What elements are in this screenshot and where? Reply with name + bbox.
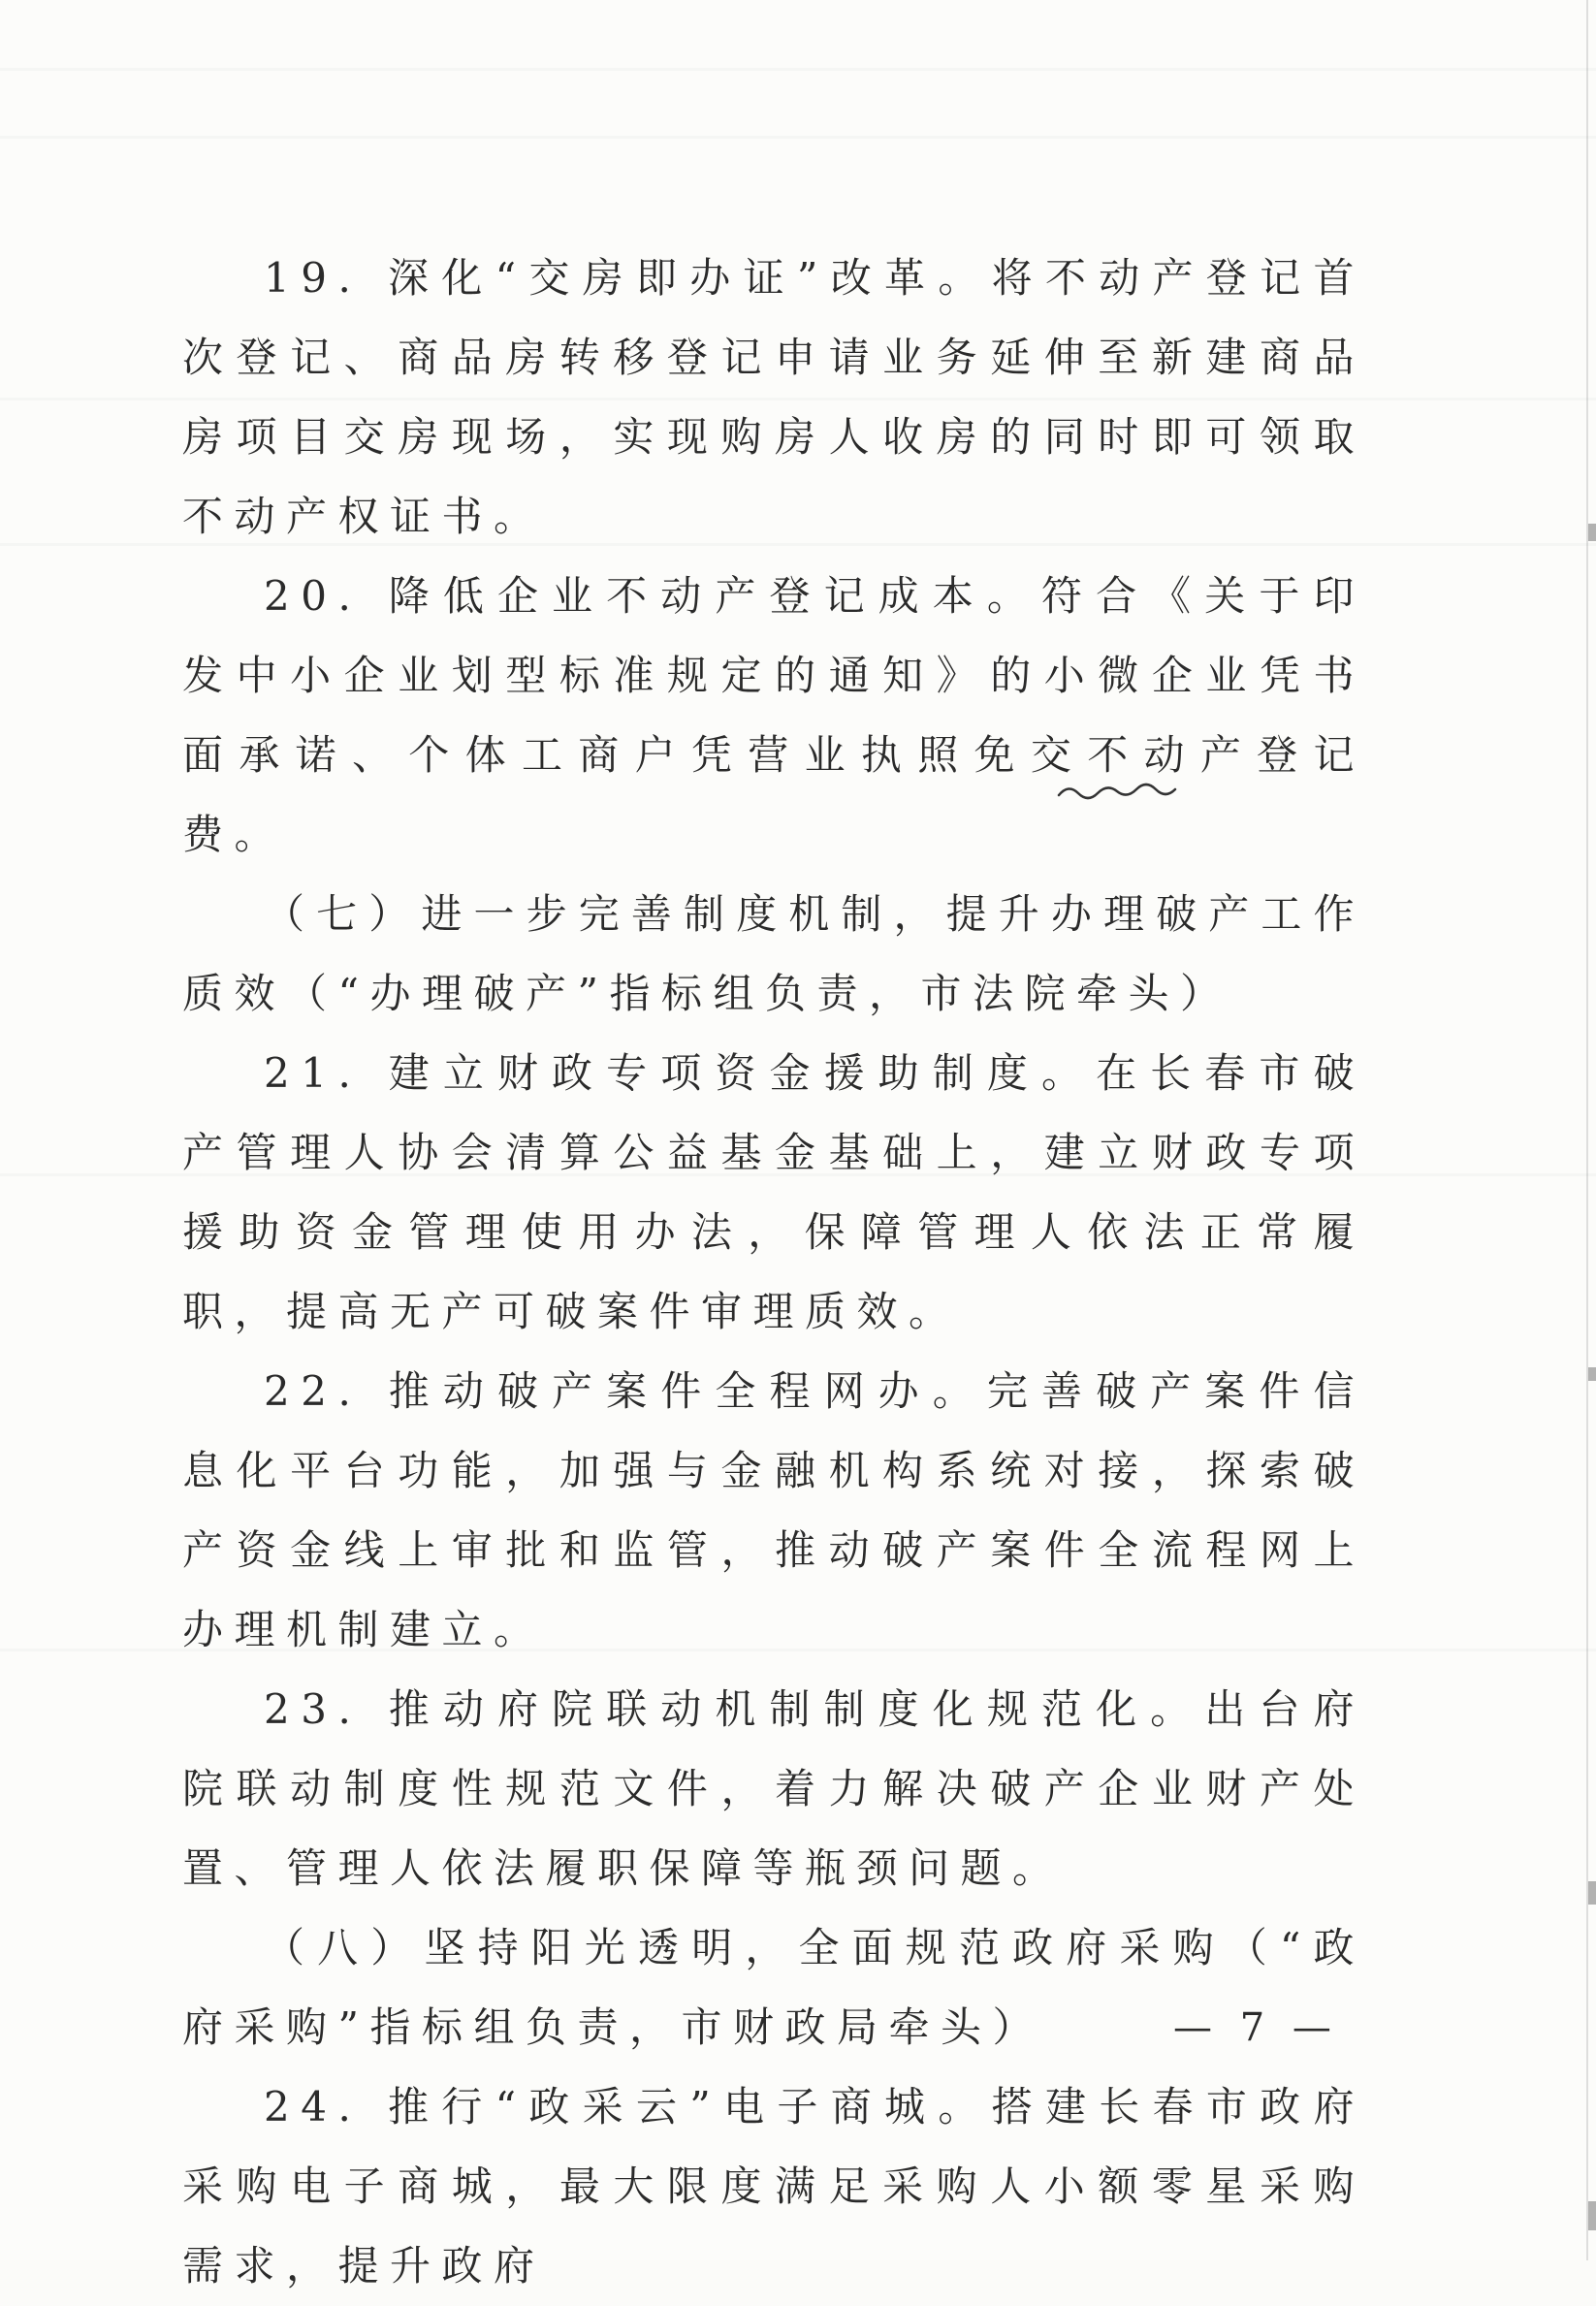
paragraph-20: 20. 降低企业不动产登记成本。符合《关于印发中小企业划型标准规定的通知》的小微企业凭书面承诺、个体工商户凭营业执照免交不动产登记费。	[182, 572, 1365, 858]
scan-artifact	[0, 68, 1596, 71]
scan-edge-mark	[1588, 1367, 1596, 1381]
page-number: — 7 —	[1173, 2005, 1339, 2050]
scan-edge-mark	[1588, 2201, 1596, 2230]
paragraph-24: 24. 推行“政采云”电子商城。搭建长春市政府采购电子商城，最大限度满足采购人小额零星采购需求，提升政府	[182, 2083, 1365, 2290]
scan-edge-mark	[1588, 1881, 1596, 1905]
paragraph-19: 19. 深化“交房即办证”改革。将不动产登记首次登记、商品房转移登记申请业务延伸至新建商品房项目交房现场，实现购房人收房的同时即可领取不动产权证书。	[182, 254, 1365, 540]
document-body	[182, 239, 1365, 2306]
scan-edge	[1586, 0, 1588, 2260]
section-heading-8: （八）坚持阳光透明，全面规范政府采购（“政府采购”指标组负责，市财政局牵头）	[182, 1924, 1365, 2051]
handwritten-wavy-underline	[1057, 776, 1193, 805]
scan-artifact	[0, 136, 1596, 139]
paragraph-21: 21. 建立财政专项资金援助制度。在长春市破产管理人协会清算公益基金基础上，建立财政专项援助资金管理使用办法，保障管理人依法正常履职，提高无产可破案件审理质效。	[182, 1049, 1365, 1335]
paragraph-23: 23. 推动府院联动机制制度化规范化。出台府院联动制度性规范文件，着力解决破产企业财产处置、管理人依法履职保障等瓶颈问题。	[182, 1685, 1365, 1892]
scan-edge-mark	[1588, 524, 1596, 541]
section-heading-7: （七）进一步完善制度机制，提升办理破产工作质效（“办理破产”指标组负责，市法院牵头）	[182, 890, 1365, 1017]
paragraph-22: 22. 推动破产案件全程网办。完善破产案件信息化平台功能，加强与金融机构系统对接，探索破产资金线上审批和监管，推动破产案件全流程网上办理机制建立。	[182, 1367, 1365, 1653]
